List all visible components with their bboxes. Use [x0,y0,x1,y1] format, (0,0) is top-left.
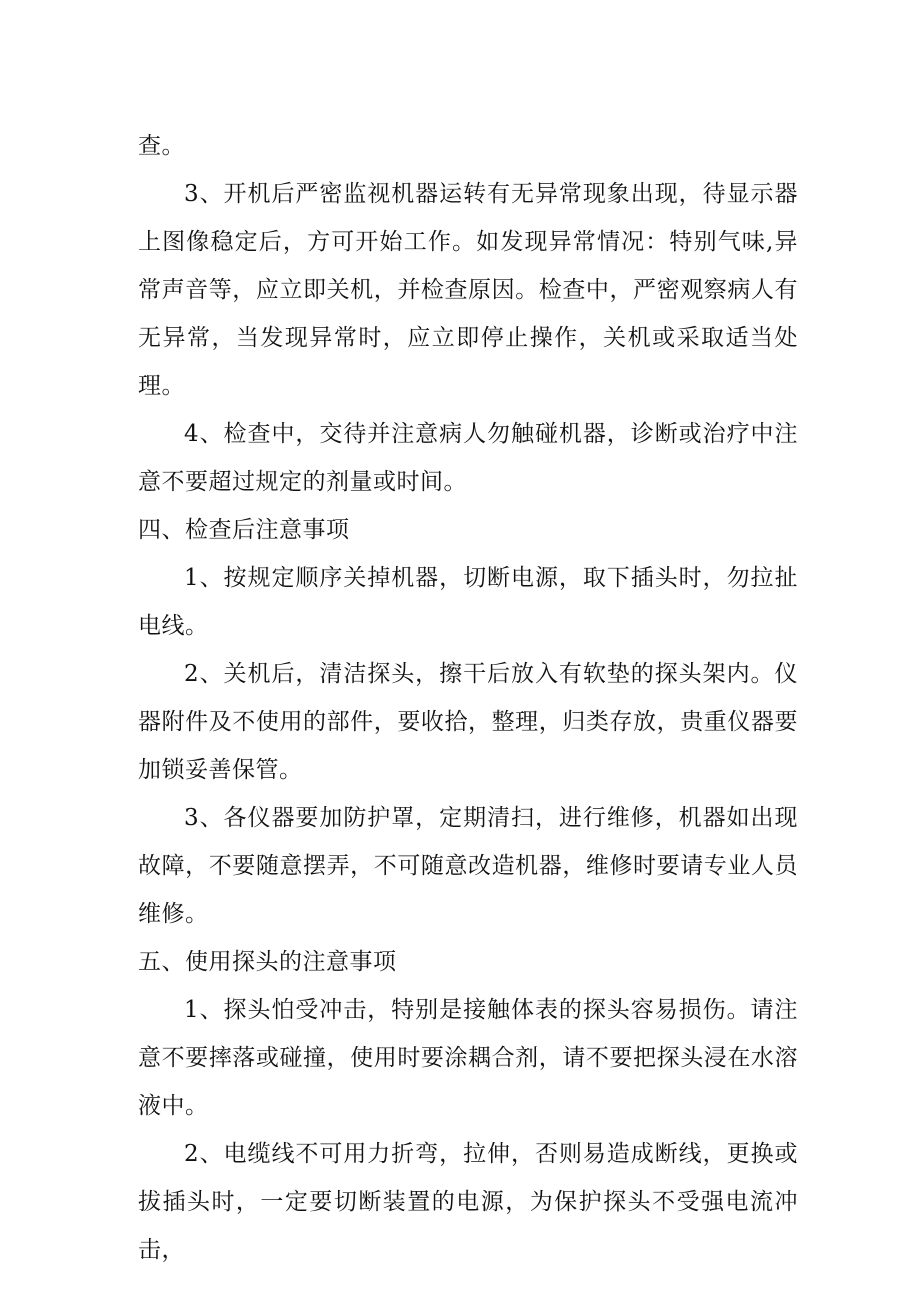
document-body [138,122,798,1274]
paragraph-item-2-probe-cleaning: 2、关机后，清洁探头，擦干后放入有软垫的探头架内。仪器附件及不使用的部件，要收拾，整理，归类存放，贵重仪器要加锁妥善保管。 [138,661,798,783]
paragraph-item-4-patient-caution: 4、检查中，交待并注意病人勿触碰机器，诊断或治疗中注意不要超过规定的剂量或时间。 [138,421,798,495]
paragraph-item-2-cable-care: 2、电缆线不可用力折弯，拉伸，否则易造成断线，更换或拔插头时，一定要切断装置的电源，为保护探头不受强电流冲击， [138,1141,798,1263]
paragraph-item-3-maintenance: 3、各仪器要加防护罩，定期清扫，进行维修，机器如出现故障，不要随意摆弄，不可随意改造机器，维修时要请专业人员维修。 [138,805,798,927]
paragraph-item-1-probe-impact: 1、探头怕受冲击，特别是接触体表的探头容易损伤。请注意不要摔落或碰撞，使用时要涂耦合剂，请不要把探头浸在水溶液中。 [138,997,798,1119]
paragraph-item-3-startup-monitoring: 3、开机后严密监视机器运转有无异常现象出现，待显示器上图像稳定后，方可开始工作。如发现异常情况：特别气味,异常声音等，应立即关机，并检查原因。检查中，严密观察病人有无异常，当发现异常时，应立即停止操作，关机或采取适当处理。 [138,181,798,399]
paragraph-continuation: 查。 [138,133,185,159]
section-heading-after-examination: 四、检查后注意事项 [138,517,350,543]
section-heading-probe-usage: 五、使用探头的注意事项 [138,949,397,975]
paragraph-item-1-shutdown-order: 1、按规定顺序关掉机器，切断电源，取下插头时，勿拉扯电线。 [138,565,798,639]
